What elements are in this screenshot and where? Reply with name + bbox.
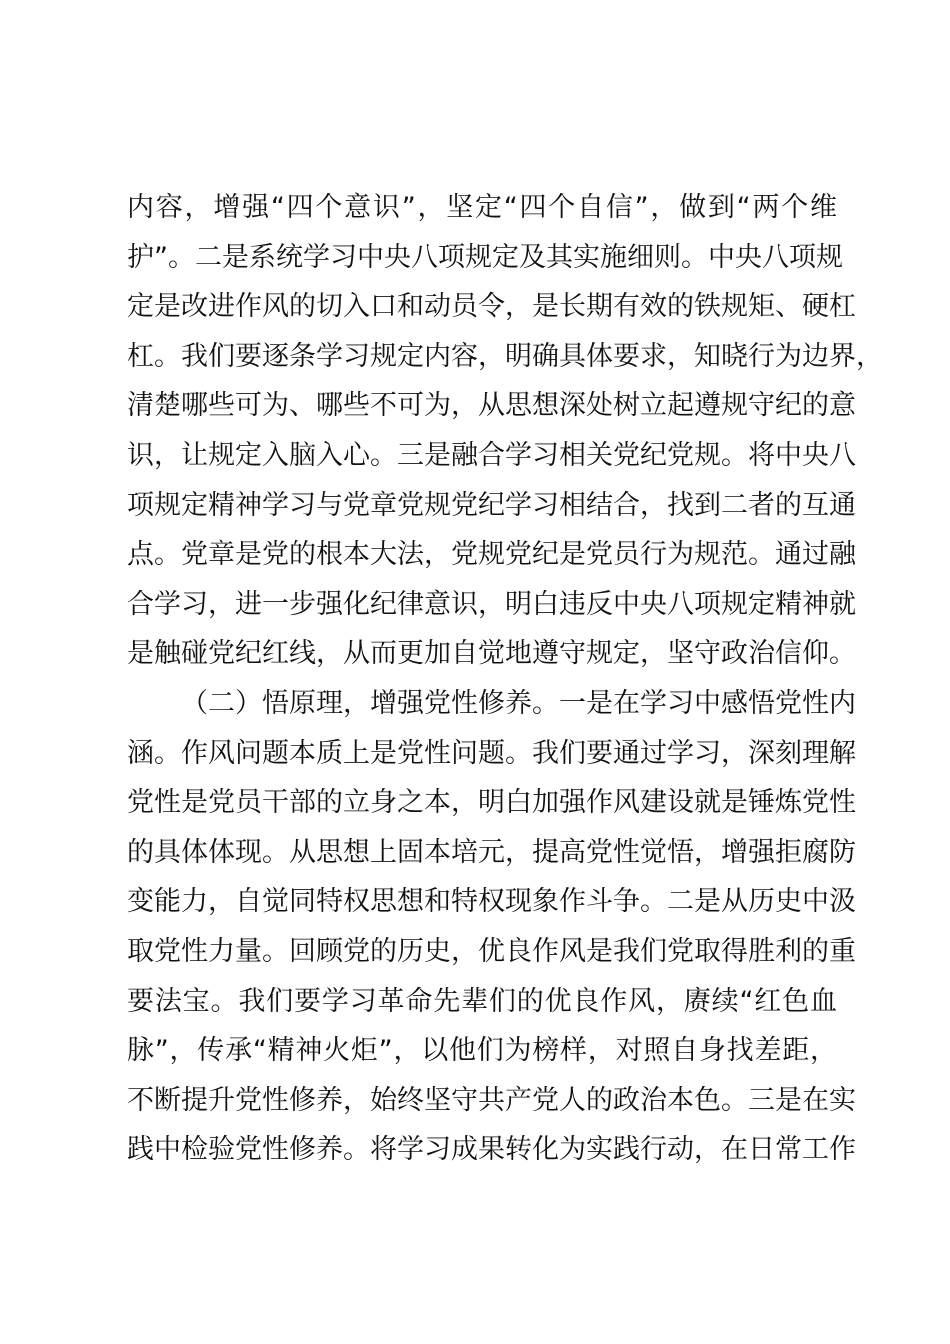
text-line: 清楚哪些可为、哪些不可为，从思想深处树立起遵规守纪的意 — [127, 390, 856, 422]
text-line: 脉”，传承“精神火炬”，以他们为榜样，对照自身找差距， — [127, 1035, 837, 1067]
text-line: 的具体体现。从思想上固本培元，提高党性觉悟，增强拒腐防 — [127, 836, 856, 868]
text-line: 杠。我们要逐条学习规定内容，明确具体要求，知晓行为边界， — [127, 340, 883, 372]
text-line: 不断提升党性修养，始终坚守共产党人的政治本色。三是在实 — [127, 1084, 856, 1116]
text-line: 项规定精神学习与党章党规党纪学习相结合，找到二者的互通 — [127, 489, 856, 521]
text-line: 践中检验党性修养。将学习成果转化为实践行动，在日常工作 — [127, 1134, 856, 1166]
text-line: 护”。二是系统学习中央八项规定及其实施细则。中央八项规 — [127, 241, 843, 273]
text-line: 涵。作风问题本质上是党性问题。我们要通过学习，深刻理解 — [127, 737, 856, 769]
text-line: 点。党章是党的根本大法，党规党纪是党员行为规范。通过融 — [127, 539, 856, 571]
text-line: 党性是党员干部的立身之本，明白加强作风建设就是锤炼党性 — [127, 787, 856, 819]
text-line: 识，让规定入脑入心。三是融合学习相关党纪党规。将中央八 — [127, 439, 856, 471]
text-line: 定是改进作风的切入口和动员令，是长期有效的铁规矩、硬杠 — [127, 291, 856, 323]
text-line: 变能力，自觉同特权思想和特权现象作斗争。二是从历史中汲 — [127, 886, 856, 918]
section-heading-line: （二）悟原理，增强党性修养。一是在学习中感悟党性内 — [181, 687, 856, 719]
body-text — [127, 183, 883, 1175]
text-line: 合学习，进一步强化纪律意识，明白违反中央八项规定精神就 — [127, 588, 856, 620]
text-line: 取党性力量。回顾党的历史，优良作风是我们党取得胜利的重 — [127, 935, 856, 967]
text-line: 是触碰党纪红线，从而更加自觉地遵守规定，坚守政治信仰。 — [127, 638, 856, 670]
text-line: 要法宝。我们要学习革命先辈们的优良作风，赓续“红色血 — [127, 985, 837, 1017]
text-line: 内容，增强“四个意识”，坚定“四个自信”，做到“两个维 — [127, 192, 837, 223]
